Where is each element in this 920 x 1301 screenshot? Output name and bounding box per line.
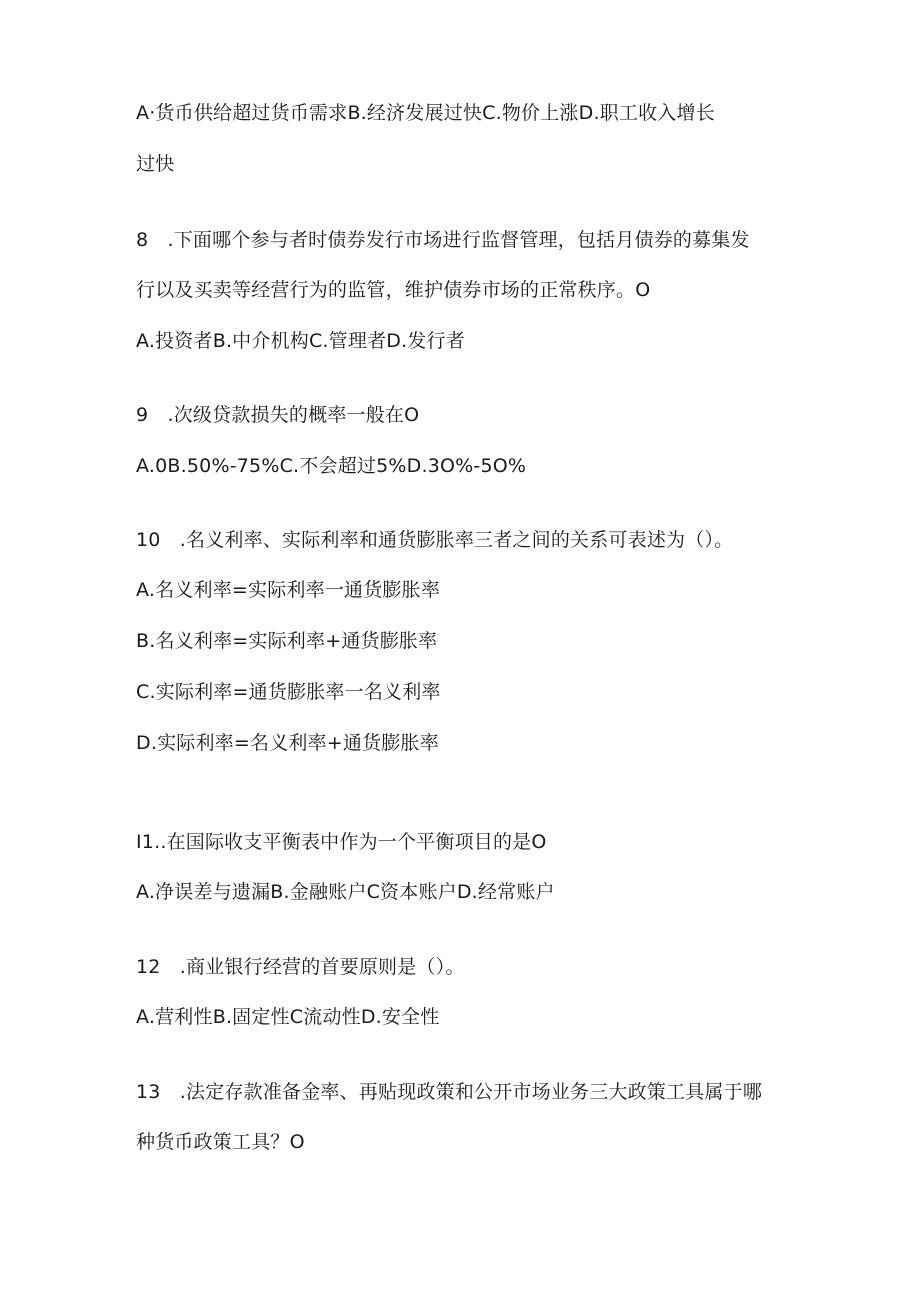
q7-options-line: A·货币供给超过货币需求B.经济发展过快C.物价上涨D.职工收入增长 — [136, 102, 715, 124]
q10-option-d: D.实际利率=名义利率+通货膨胀率 — [136, 732, 439, 754]
q11-question: I1..在国际收支平衡表中作为一个平衡项目的是O — [136, 831, 547, 853]
q8-options: A.投资者B.中介机构C.管理者D.发行者 — [136, 330, 465, 352]
q13-question-line-1: 13 .法定存款准备金率、再贴现政策和公开市场业务三大政策工具属于哪 — [136, 1081, 763, 1103]
q12-options: A.营利性B.固定性C流动性D.安全性 — [136, 1006, 440, 1028]
q10-question: 10 .名义利率、实际利率和通货膨胀率三者之间的关系可表述为（）。 — [136, 529, 734, 551]
q10-option-a: A.名义利率=实际利率一通货膨胀率 — [136, 579, 441, 601]
q9-options: A.0B.50%-75%C.不会超过5%D.3O%-5O% — [136, 455, 527, 477]
q10-option-c: C.实际利率=通货膨胀率一名义利率 — [136, 681, 441, 703]
q12-question: 12 .商业银行经营的首要原则是（）。 — [136, 956, 465, 978]
q8-question-line-2: 行以及买卖等经营行为的监管，维护债券市场的正常秩序。O — [136, 279, 651, 301]
q8-question-line-1: 8 .下面哪个参与者时债券发行市场进行监督管理，包括月债券的募集发 — [136, 229, 750, 251]
q10-option-b: B.名义利率=实际利率+通货膨胀率 — [136, 630, 438, 652]
q11-options: A.净误差与遗漏B.金融账户C资本账户D.经常账户 — [136, 881, 555, 903]
q7-options-continuation: 过快 — [136, 153, 175, 175]
q9-question: 9 .次级贷款损失的概率一般在O — [136, 404, 420, 426]
q13-question-line-2: 种货币政策工具？O — [136, 1131, 305, 1153]
